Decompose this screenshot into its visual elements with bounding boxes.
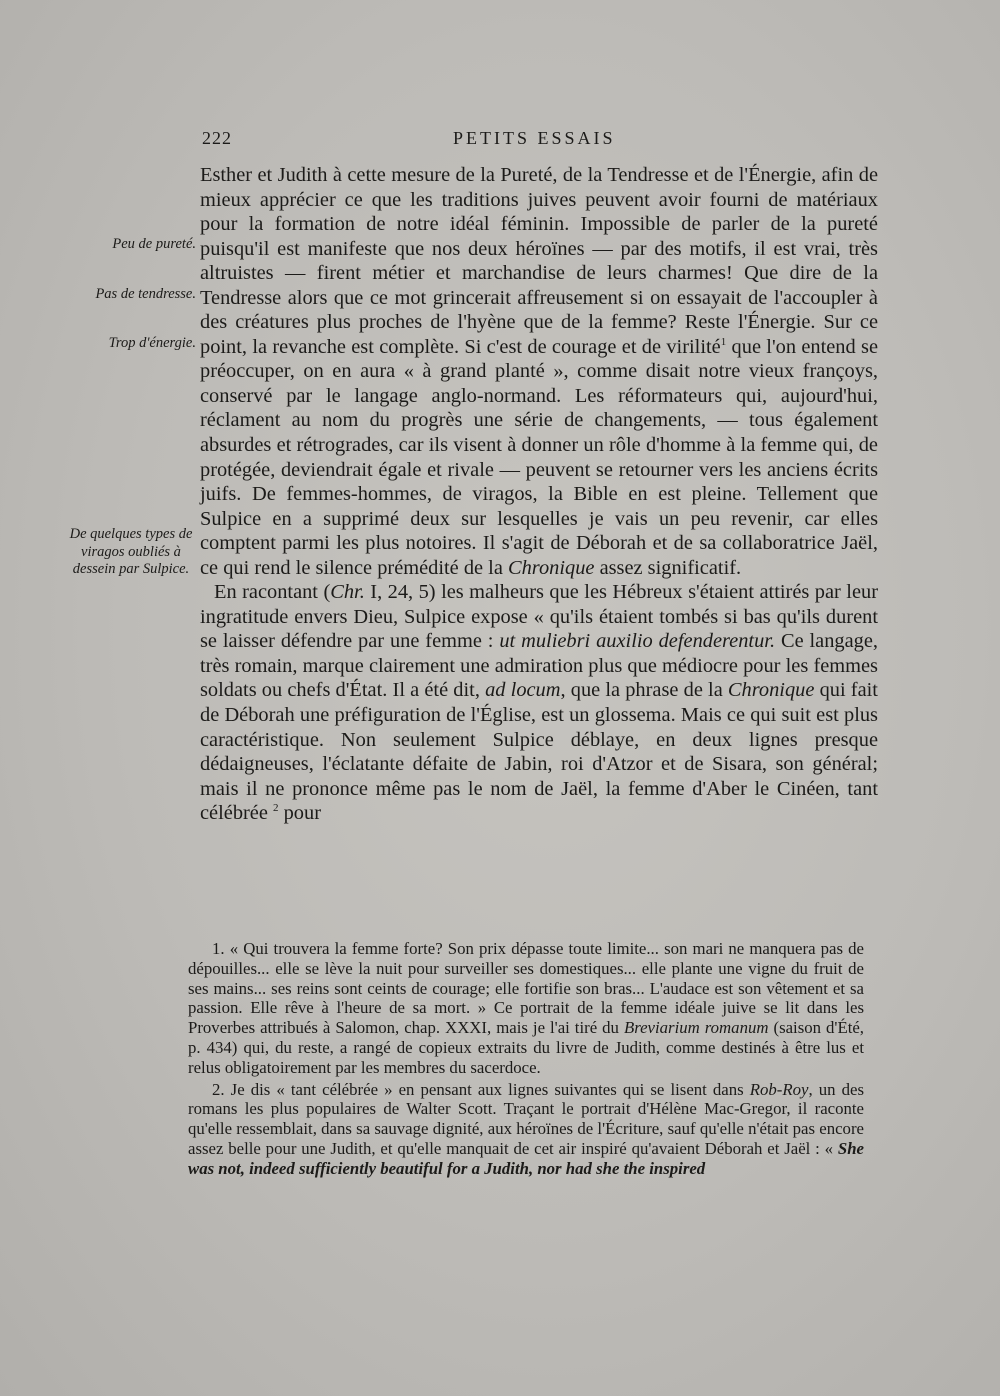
footnote-ref: 2 xyxy=(273,802,279,815)
italic-run: Breviarium romanum xyxy=(623,1018,769,1038)
margin-note-energy: Trop d'énergie. xyxy=(108,335,196,351)
italic-run: ad locum xyxy=(485,679,561,702)
text-run: (saison d'Été, p. 434) qui, du reste, a rangé de copieux extraits du livre de Judith, comme destinés à être lus et relus obligatoirement par les membres du sacerdoce. xyxy=(188,1018,864,1077)
italic-run: She was not, indeed sufficiently beautiful for a Judith, nor had she the inspired xyxy=(188,1138,864,1178)
text-run: Ce langage, très romain, marque clairement une admiration plus que médiocre pour les femmes soldats ou chefs d'État. Il a été dit, xyxy=(200,630,878,702)
margin-note-purity: Peu de pureté. xyxy=(112,236,196,252)
text-run: , un des romans les plus populaires de Walter Scott. Traçant le portrait d'Hélène Mac-Gregor, il raconte qu'elle ressemblait, dans sa sauvage dignité, aux héroïnes de l'Écriture, sauf qu'elle n'était pas encore assez belle pour une Judith, et qu'elle manquait de cet air inspiré qu'avaient Déborah et Jaël : « xyxy=(188,1079,864,1158)
text-run: que l'on entend se préoccuper, on en aura « à grand planté », comme disait notre vieux françoys, conservé par le langage anglo-normand. Les réformateurs qui, aujourd'hui, réclament au nom du progrès une série de changements, — tous également absurdes et rétrogrades, car ils visent à donner un rôle d'homme à la femme qui, de protégée, deviendrait égale et rivale — peuvent se retourner vers les anciens écrits juifs. De femmes-hommes, de viragos, la Bible en est pleine. Tellement que Sulpice en a supprimé deux sur lesquelles je vais un peu revenir, car elles comptent parmi les plus notoires. Il s'agit de Déborah et de sa collaboratrice Jaël, ce qui rend le silence prémédité de la xyxy=(200,335,878,579)
margin-note-viragos: De quelques types de viragos oubliés à dessein par Sulpice. xyxy=(69,526,193,577)
footnote xyxy=(188,939,864,1078)
text-run: assez significatif. xyxy=(594,556,742,579)
text-run: I, 24, 5) les malheurs que les Hébreux s'étaient attirés par leur ingratitude envers Dieu, Sulpice expose « qu'ils étaient tombés si bas qu'ils durent se laisser défendre par une femme : xyxy=(200,581,879,653)
text-run: qui fait de Déborah une préfiguration de l'Église, est un glossema. Mais ce qui suit est plus caractéristique. Non seulement Sulpice déblaye, en deux lignes presque dédaigneuses, l'éclatante défaite de Jabin, roi d'Atzor et de Sisara, son général; mais il ne prononce même pas le nom de Jaël, la femme d'Aber le Cinéen, tant célébrée xyxy=(200,679,878,825)
running-head xyxy=(198,128,878,154)
text-run: 1. « Qui trouvera la femme forte? Son prix dépasse toute limite... son mari ne manquera pas de dépouilles... elle se lève la nuit pour surveiller ses domestiques... elle plante une vigne du fruit de ses mains... ses reins sont ceints de courage; elle fortifie son bras... L'audace est son vêtement et sa passion. Elle rêve à l'heure de sa mort. » Ce portrait de la femme idéale juive se lit dans les Proverbes attribués à Salomon, chap. XXXI, mais je l'ai tiré du xyxy=(188,939,864,1038)
paragraph xyxy=(200,580,878,825)
italic-run: ut muliebri auxilio defenderentur. xyxy=(499,630,776,653)
italic-run: Chronique xyxy=(507,556,595,579)
text-run: 2. Je dis « tant célébrée » en pensant aux lignes suivantes qui se lisent dans xyxy=(212,1079,750,1099)
paragraph xyxy=(200,163,878,580)
text-run: En racontant ( xyxy=(214,581,331,604)
page-number: 222 xyxy=(202,128,232,148)
margin-note-tenderness: Pas de tendresse. xyxy=(95,286,196,302)
italic-run: Chr. xyxy=(330,581,365,604)
main-text xyxy=(200,163,878,826)
text-run: , que la phrase de la xyxy=(560,679,728,702)
italic-run: Rob-Roy xyxy=(749,1079,809,1099)
text-run: pour xyxy=(278,802,321,825)
text-run: Esther et Judith à cette mesure de la Pureté, de la Tendresse et de l'Énergie, afin de mieux apprécier ce que les traditions juives peuvent avoir fourni de matériaux pour la formation de notre idéal féminin. Impossible de parler de la pureté puisqu'il est manifeste que nos deux héroïnes — par des motifs, il est vrai, très altruistes — firent métier et marchandise de leurs charmes! Que dire de la Tendresse alors que ce mot grincerait affreusement si on essayait de l'accoupler à des créatures plus proches de l'hyène que de la femme? Reste l'Énergie. Sur ce point, la revanche est complète. Si c'est de courage et de virilité xyxy=(200,164,878,358)
italic-run: Chronique xyxy=(727,679,815,702)
footnotes xyxy=(188,939,864,1179)
running-title: PETITS ESSAIS xyxy=(453,128,616,148)
footnote xyxy=(188,1080,864,1179)
footnote-ref: 1 xyxy=(720,336,727,349)
